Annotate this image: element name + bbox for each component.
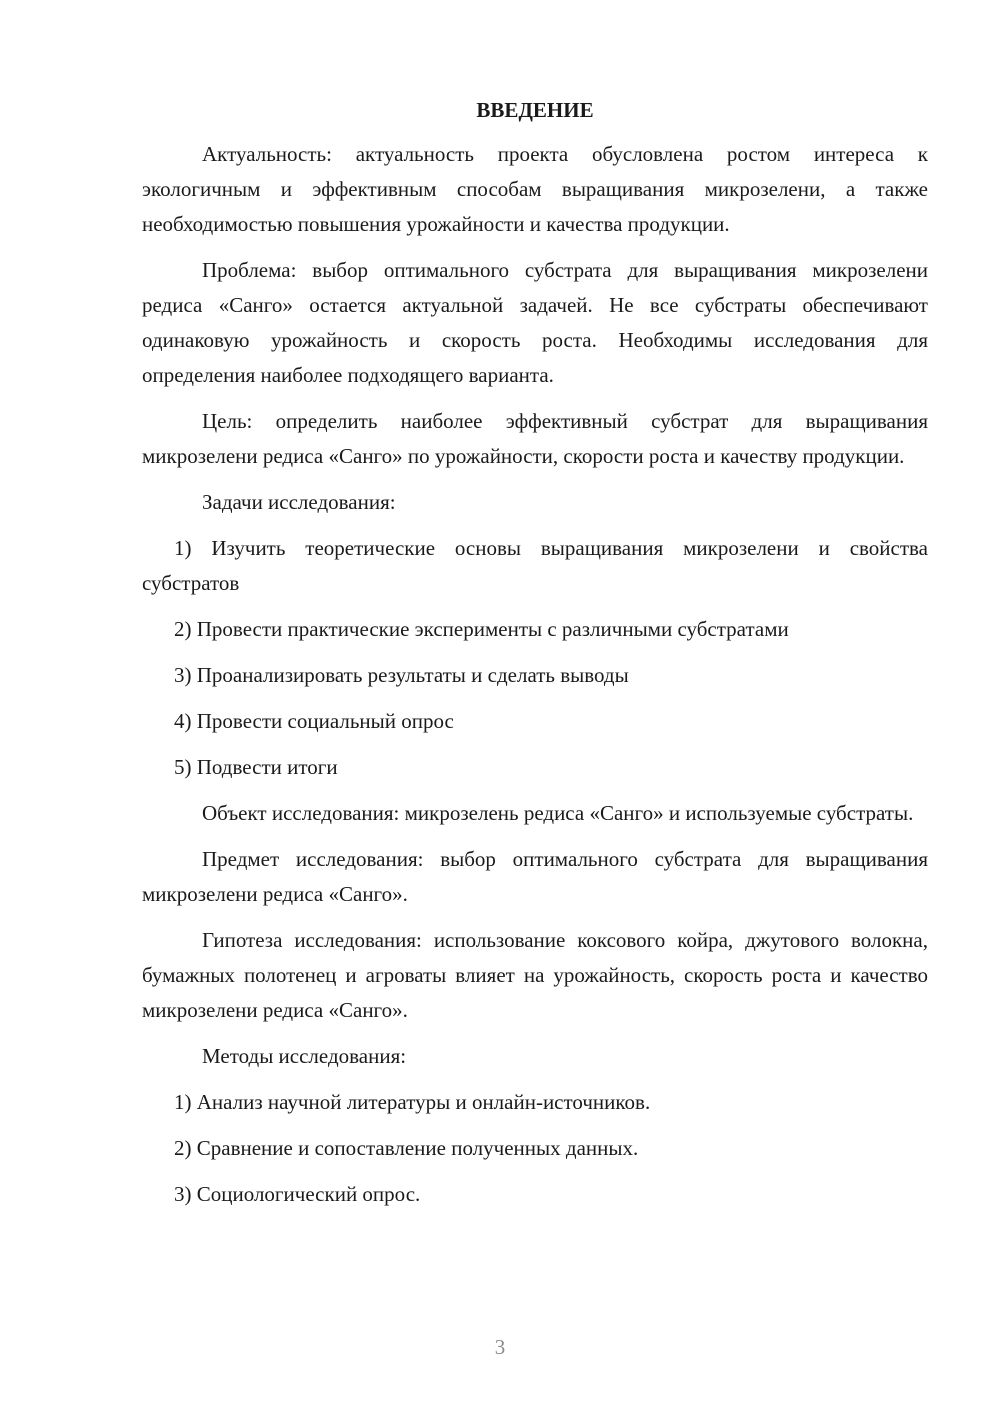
goal-paragraph: Цель: определить наиболее эффективный субстрат для выращивания микрозелени редиса «Санго» по урожайности, скорости роста и качеству продукции. — [142, 409, 928, 468]
list-item: 3) Проанализировать результаты и сделать выводы — [174, 663, 629, 687]
tasks-heading: Задачи исследования: — [202, 490, 396, 514]
methods-heading: Методы исследования: — [202, 1044, 407, 1068]
tasks-list — [142, 531, 928, 785]
methods-list — [142, 1085, 928, 1212]
page-title: ВВЕДЕНИЕ — [476, 98, 594, 122]
subject-paragraph: Предмет исследования: выбор оптимального субстрата для выращивания микрозелени редиса «Санго». — [142, 847, 928, 906]
object-paragraph: Объект исследования: микрозелень редиса «Санго» и используемые субстраты. — [202, 801, 914, 825]
list-item: 2) Провести практические эксперименты с различными субстратами — [174, 617, 789, 641]
list-item: 1) Изучить теоретические основы выращивания микрозелени и свойства субстратов — [142, 536, 928, 595]
page-number: 3 — [494, 1335, 506, 1359]
problem-paragraph: Проблема: выбор оптимального субстрата для выращивания микрозелени редиса «Санго» остается актуальной задачей. Не все субстраты обеспечивают одинаковую урожайность и скорость роста. Необходимы исследования для определения наиболее подходящего варианта. — [142, 258, 928, 387]
list-item: 3) Социологический опрос. — [174, 1182, 421, 1206]
document-page — [142, 93, 928, 1223]
relevance-paragraph: Актуальность: актуальность проекта обусловлена ростом интереса к экологичным и эффективным способам выращивания микрозелени, а также необходимостью повышения урожайности и качества продукции. — [142, 142, 928, 236]
list-item: 5) Подвести итоги — [174, 755, 338, 779]
hypothesis-paragraph: Гипотеза исследования: использование коксового койра, джутового волокна, бумажных полотенец и агроваты влияет на урожайность, скорость роста и качество микрозелени редиса «Санго». — [142, 928, 928, 1022]
list-item: 4) Провести социальный опрос — [174, 709, 454, 733]
list-item: 2) Сравнение и сопоставление полученных данных. — [174, 1136, 639, 1160]
list-item: 1) Анализ научной литературы и онлайн-источников. — [174, 1090, 651, 1114]
